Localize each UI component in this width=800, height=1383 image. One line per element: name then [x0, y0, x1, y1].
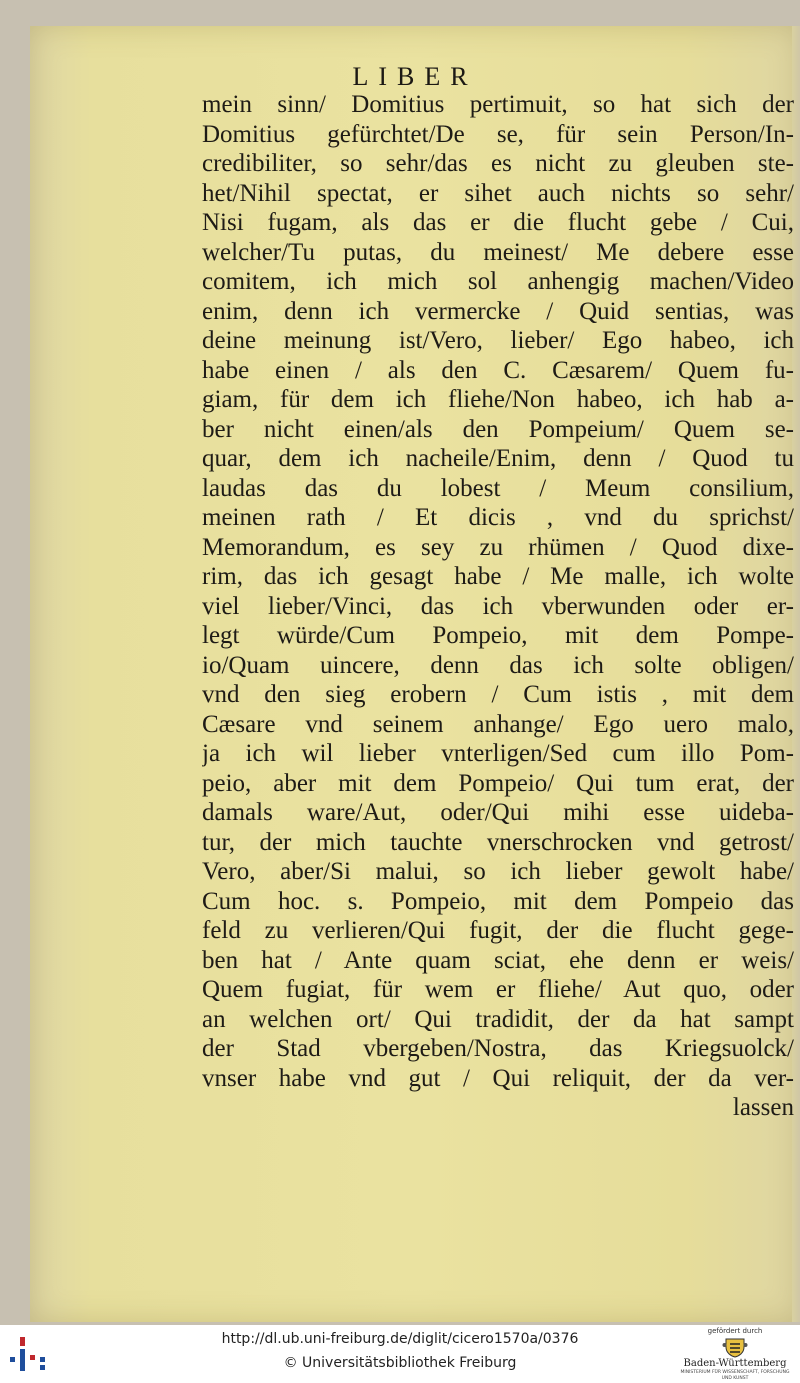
text-line: het/Nihil spectat, er sihet auch nichts so sehr/ — [202, 179, 794, 207]
text-line: ja ich wil lieber vnterligen/Sed cum illo Pom- — [202, 740, 794, 767]
text-line: giam, für dem ich fliehe/Non habeo, ich hab a- — [202, 386, 794, 413]
sponsor-label: gefördert durch — [707, 1327, 763, 1335]
text-line: credibiliter, so sehr/das es nicht zu gleuben ste- — [202, 150, 794, 177]
text-line: welcher/Tu putas, du meinest/ Me debere esse — [202, 238, 794, 266]
running-head: LIBER — [352, 62, 478, 91]
text-line: ben hat / Ante quam sciat, ehe denn er weis/ — [202, 946, 794, 974]
text-line: tur, der mich tauchte vnerschrocken vnd getrost/ — [202, 828, 794, 856]
text-line: ber nicht einen/als den Pompeium/ Quem se- — [202, 415, 794, 443]
baden-wuerttemberg-crest-icon — [722, 1336, 748, 1358]
text-line: Vero, aber/Si malui, so ich lieber gewolt habe/ — [202, 858, 794, 885]
page-url[interactable]: http://dl.ub.uni-freiburg.de/diglit/cicero1570a/0376 — [221, 1331, 579, 1347]
text-line: legt würde/Cum Pompeio, mit dem Pompe- — [202, 622, 794, 649]
text-line: comitem, ich mich sol anhengig machen/Video — [202, 268, 794, 295]
text-line: vnd den sieg erobern / Cum istis , mit dem — [202, 681, 794, 708]
text-line: der Stad vbergeben/Nostra, das Kriegsuolck/ — [202, 1035, 794, 1062]
text-line: an welchen ort/ Qui tradidit, der da hat sampt — [202, 1005, 794, 1033]
text-line: Domitius gefürchtet/De se, für sein Person/In- — [202, 120, 794, 148]
copyright-notice: © Universitätsbibliothek Freiburg — [283, 1355, 517, 1371]
sponsor-block — [676, 1327, 794, 1381]
text-line: quar, dem ich nacheile/Enim, denn / Quod tu — [202, 445, 794, 472]
text-line: laudas das du lobest / Meum consilium, — [202, 474, 794, 502]
text-line: damals ware/Aut, oder/Qui mihi esse uideba- — [202, 799, 794, 826]
text-line: Nisi fugam, als das er die flucht gebe / Cui, — [202, 209, 794, 236]
text-line: Quem fugiat, für wem er fliehe/ Aut quo, oder — [202, 976, 794, 1003]
text-line: feld zu verlieren/Qui fugit, der die flucht gege- — [202, 917, 794, 944]
text-line: rim, das ich gesagt habe / Me malle, ich wolte — [202, 563, 794, 590]
text-line: mein sinn/ Domitius pertimuit, so hat sich der — [202, 91, 794, 118]
text-line: peio, aber mit dem Pompeio/ Qui tum erat, der — [202, 769, 794, 797]
text-line: Cum hoc. s. Pompeio, mit dem Pompeio das — [202, 887, 794, 915]
text-block — [202, 90, 794, 1123]
viewer-footer — [0, 1325, 800, 1383]
text-line: enim, denn ich vermercke / Quid sentias, was — [202, 297, 794, 325]
sponsor-name: Baden-Württemberg — [683, 1358, 787, 1369]
sponsor-subtitle: MINISTERIUM FÜR WISSENSCHAFT, FORSCHUNG UND KUNST — [680, 1370, 790, 1381]
text-line: io/Quam uincere, denn das ich solte obligen/ — [202, 651, 794, 679]
text-line: viel lieber/Vinci, das ich vberwunden oder er- — [202, 592, 794, 620]
text-line: meinen rath / Et dicis , vnd du sprichst/ — [202, 504, 794, 531]
text-line: Memorandum, es sey zu rhümen / Quod dixe- — [202, 533, 794, 561]
book-page — [30, 26, 800, 1322]
text-line: vnser habe vnd gut / Qui reliquit, der da ver- — [202, 1064, 794, 1092]
text-line: deine meinung ist/Vero, lieber/ Ego habeo, ich — [202, 327, 794, 354]
catchword: lassen — [732, 1094, 794, 1121]
text-line: Cæsare vnd seinem anhange/ Ego uero malo, — [202, 710, 794, 738]
text-line: habe einen / als den C. Cæsarem/ Quem fu- — [202, 356, 794, 384]
